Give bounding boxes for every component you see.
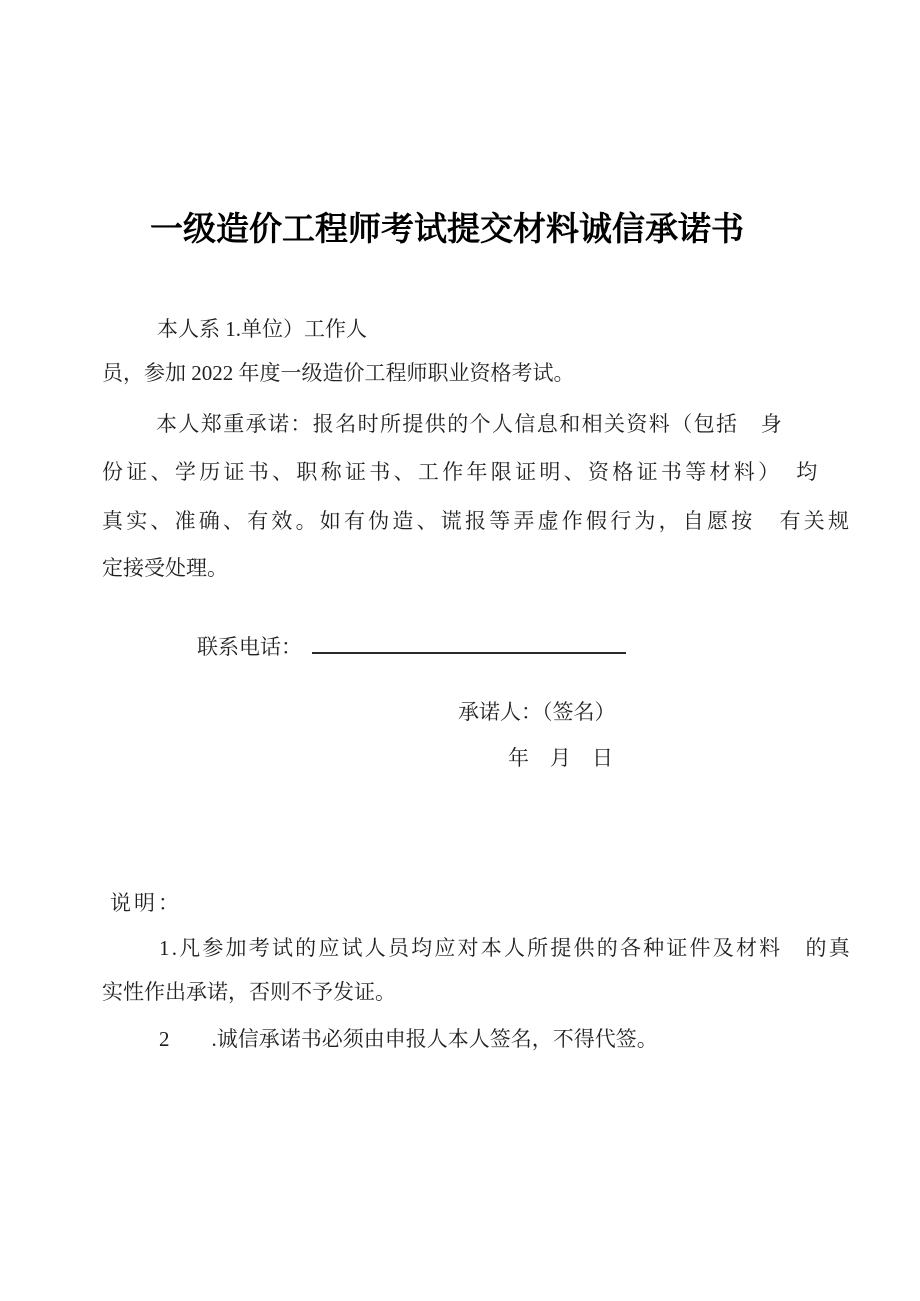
- date-line: 年 月 日: [508, 746, 613, 770]
- para2-line1: 本人郑重承诺：报名时所提供的个人信息和相关资料（包括 身: [156, 412, 784, 436]
- notes-heading: 说明：: [110, 891, 182, 915]
- para2-line2: 份证、学历证书、职称证书、工作年限证明、资格证书等材料） 均: [102, 460, 821, 484]
- note-1-line-2: 实性作出承诺，否则不予发证。: [102, 980, 396, 1004]
- phone-label: 联系电话：: [197, 635, 302, 659]
- phone-line: [176, 604, 626, 688]
- phone-blank-underline: [312, 631, 626, 654]
- para2-line3: 真实、准确、有效。如有伪造、谎报等弄虚作假行为，自愿按 有关规: [102, 509, 853, 533]
- note-2-line-1: 2 .诚信承诺书必须由申报人本人签名，不得代签。: [159, 1027, 658, 1051]
- para2-line4: 定接受处理。: [102, 556, 228, 580]
- note-1-line-1: 1.凡参加考试的应试人员均应对本人所提供的各种证件及材料 的真: [159, 936, 852, 960]
- para1-line1: 本人系 1.单位）工作人: [157, 317, 367, 341]
- para1-line2: 员，参加 2022 年度一级造价工程师职业资格考试。: [102, 361, 575, 385]
- signer-line: 承诺人：（签名）: [458, 700, 616, 724]
- document-title: 一级造价工程师考试提交材料诚信承诺书: [150, 210, 744, 247]
